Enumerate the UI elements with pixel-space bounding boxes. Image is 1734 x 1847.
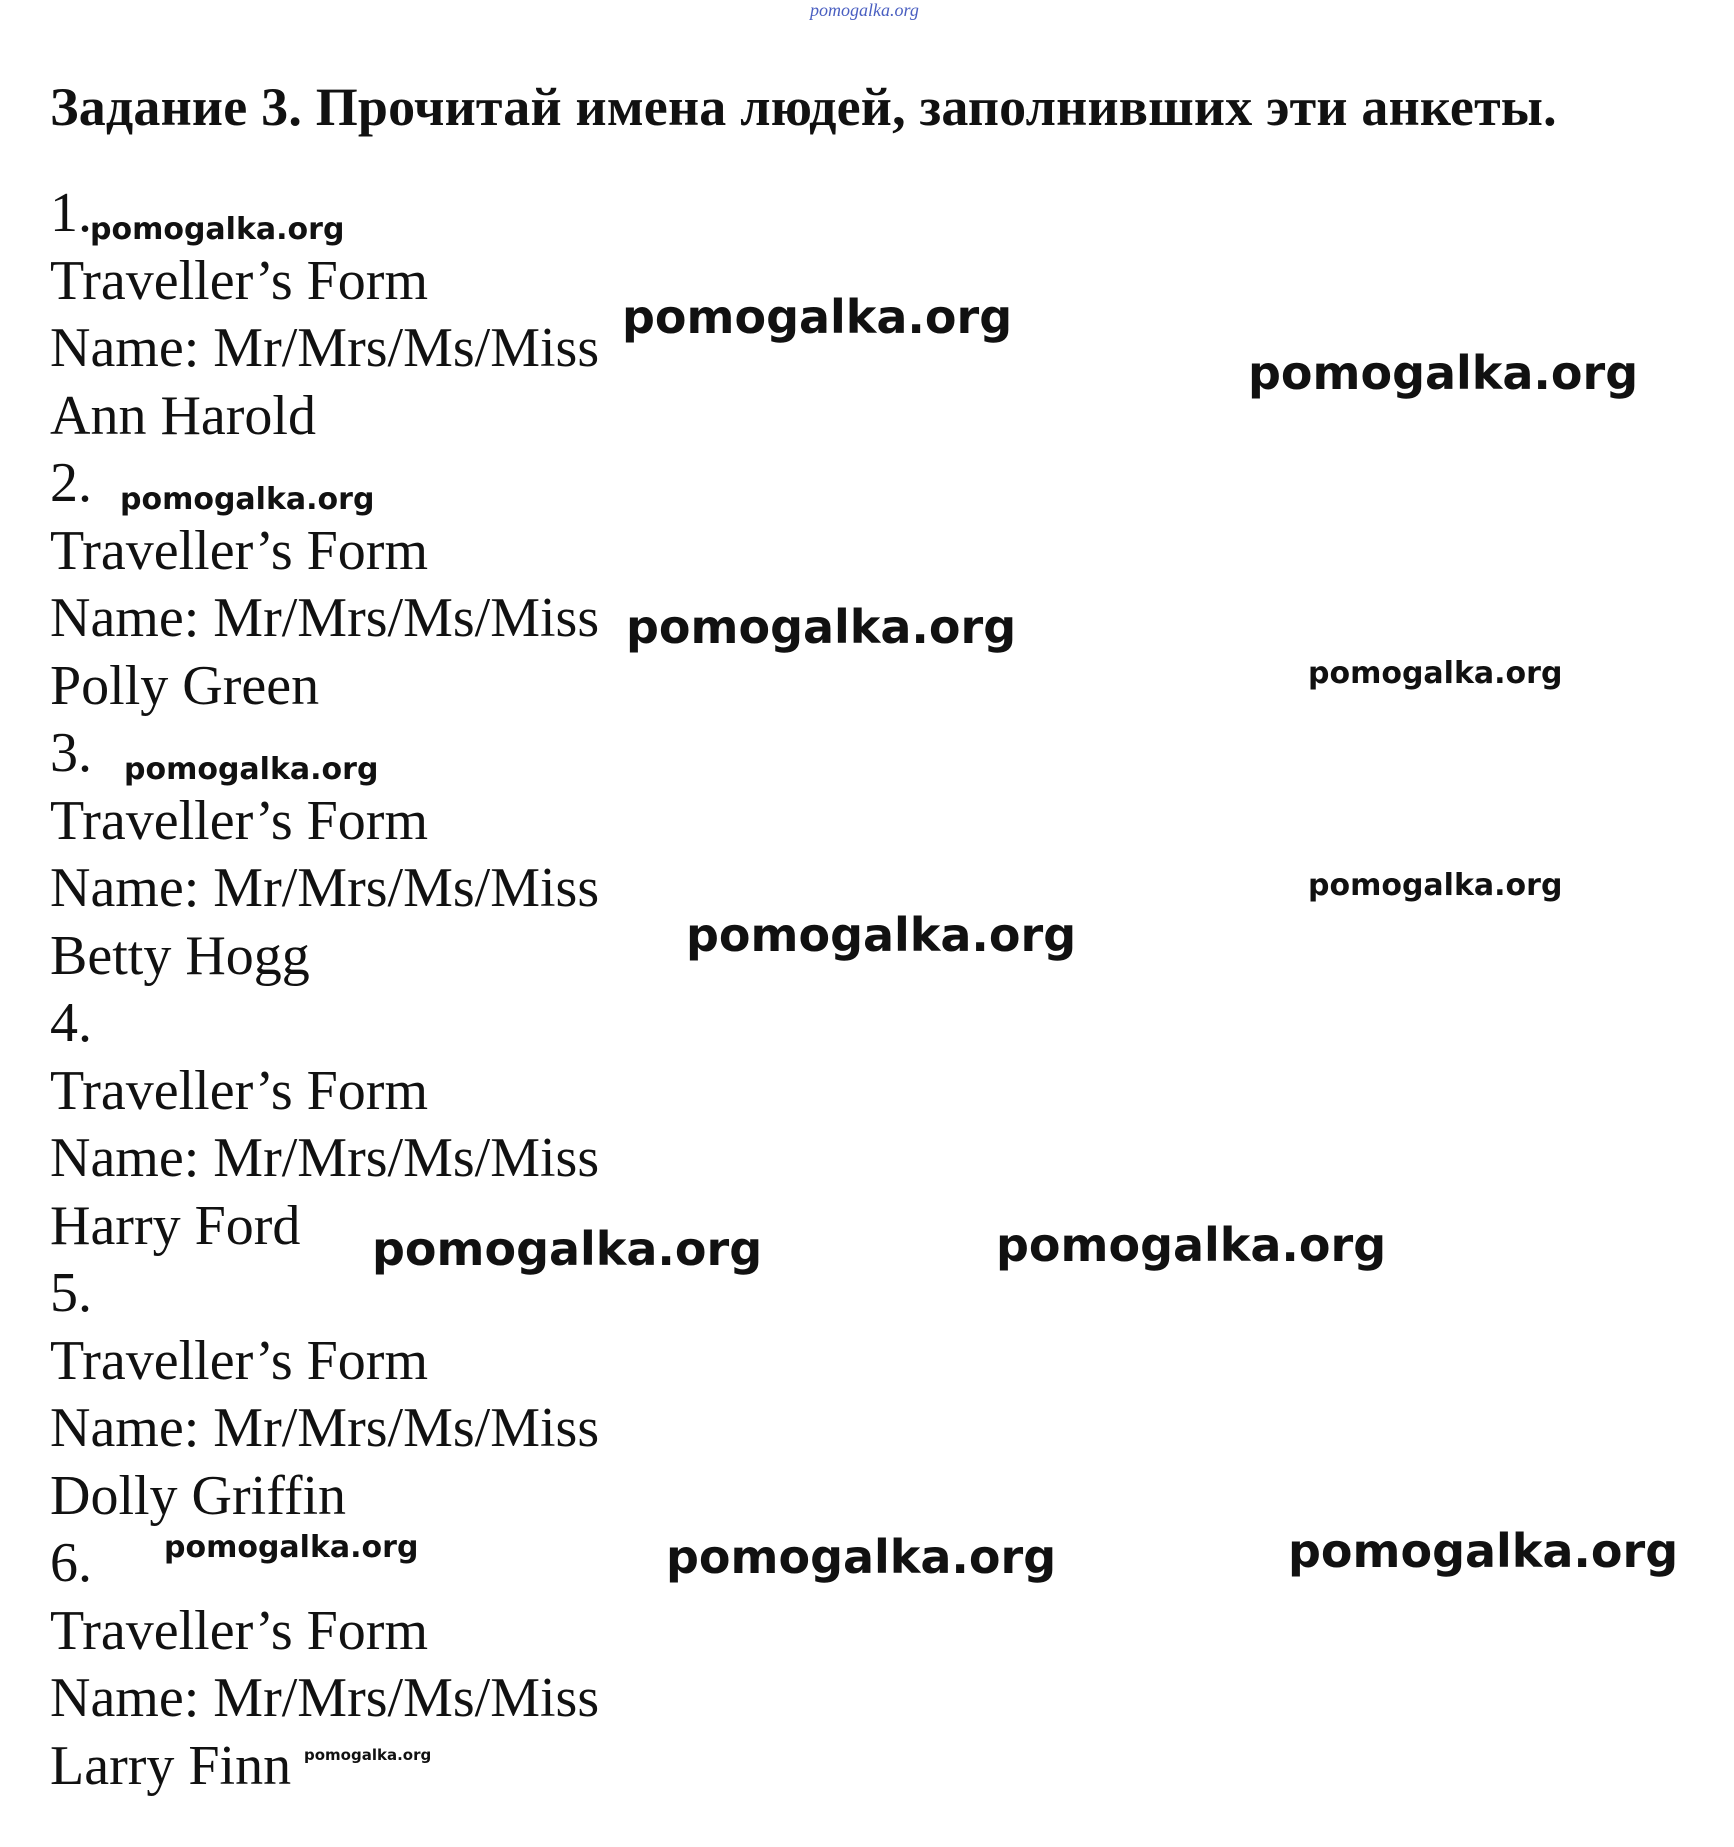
watermark: pomogalka.org: [124, 752, 379, 787]
watermark: pomogalka.org: [164, 1530, 419, 1565]
watermark: pomogalka.org: [304, 1746, 432, 1764]
watermark: pomogalka.org: [1308, 656, 1563, 691]
form-name-label: Name: Mr/Mrs/Ms/Miss: [50, 1127, 600, 1189]
watermark: pomogalka.org: [686, 908, 1077, 962]
watermark: pomogalka.org: [90, 212, 345, 247]
top-watermark: pomogalka.org: [810, 0, 919, 20]
watermark: pomogalka.org: [120, 482, 375, 517]
form-number: 5.: [50, 1262, 92, 1324]
form-name-label: Name: Mr/Mrs/Ms/Miss: [50, 317, 600, 379]
form-number: 1.: [50, 182, 92, 244]
form-5: [50, 1260, 599, 1530]
watermark: pomogalka.org: [1248, 346, 1639, 400]
form-heading: Traveller’s Form: [50, 1599, 428, 1662]
watermark: pomogalka.org: [622, 290, 1013, 344]
form-person-name: Polly Green: [50, 654, 320, 717]
form-person-name: Betty Hogg: [50, 924, 310, 987]
watermark: pomogalka.org: [1288, 1524, 1679, 1578]
task-title: Задание 3. Прочитай имена людей, заполнивших эти анкеты.: [50, 77, 1557, 137]
form-name-label: Name: Mr/Mrs/Ms/Miss: [50, 1667, 600, 1729]
watermark: pomogalka.org: [1308, 868, 1563, 903]
form-heading: Traveller’s Form: [50, 789, 428, 852]
watermark: pomogalka.org: [996, 1218, 1387, 1272]
form-number: 4.: [50, 992, 92, 1054]
form-heading: Traveller’s Form: [50, 1059, 428, 1122]
form-person-name: Harry Ford: [50, 1194, 301, 1257]
form-4: [50, 990, 599, 1260]
form-number: 2.: [50, 452, 92, 514]
form-person-name: Dolly Griffin: [50, 1464, 347, 1527]
form-heading: Traveller’s Form: [50, 1329, 428, 1392]
form-heading: Traveller’s Form: [50, 249, 428, 312]
form-person-name: Ann Harold: [50, 384, 316, 447]
form-name-label: Name: Mr/Mrs/Ms/Miss: [50, 1397, 600, 1459]
form-number: 6.: [50, 1532, 92, 1594]
watermark: pomogalka.org: [666, 1530, 1057, 1584]
form-heading: Traveller’s Form: [50, 519, 428, 582]
form-name-label: Name: Mr/Mrs/Ms/Miss: [50, 587, 600, 649]
form-person-name: Larry Finn: [50, 1734, 292, 1797]
form-number: 3.: [50, 722, 92, 784]
watermark: pomogalka.org: [372, 1222, 763, 1276]
form-name-label: Name: Mr/Mrs/Ms/Miss: [50, 857, 600, 919]
watermark: pomogalka.org: [626, 600, 1017, 654]
